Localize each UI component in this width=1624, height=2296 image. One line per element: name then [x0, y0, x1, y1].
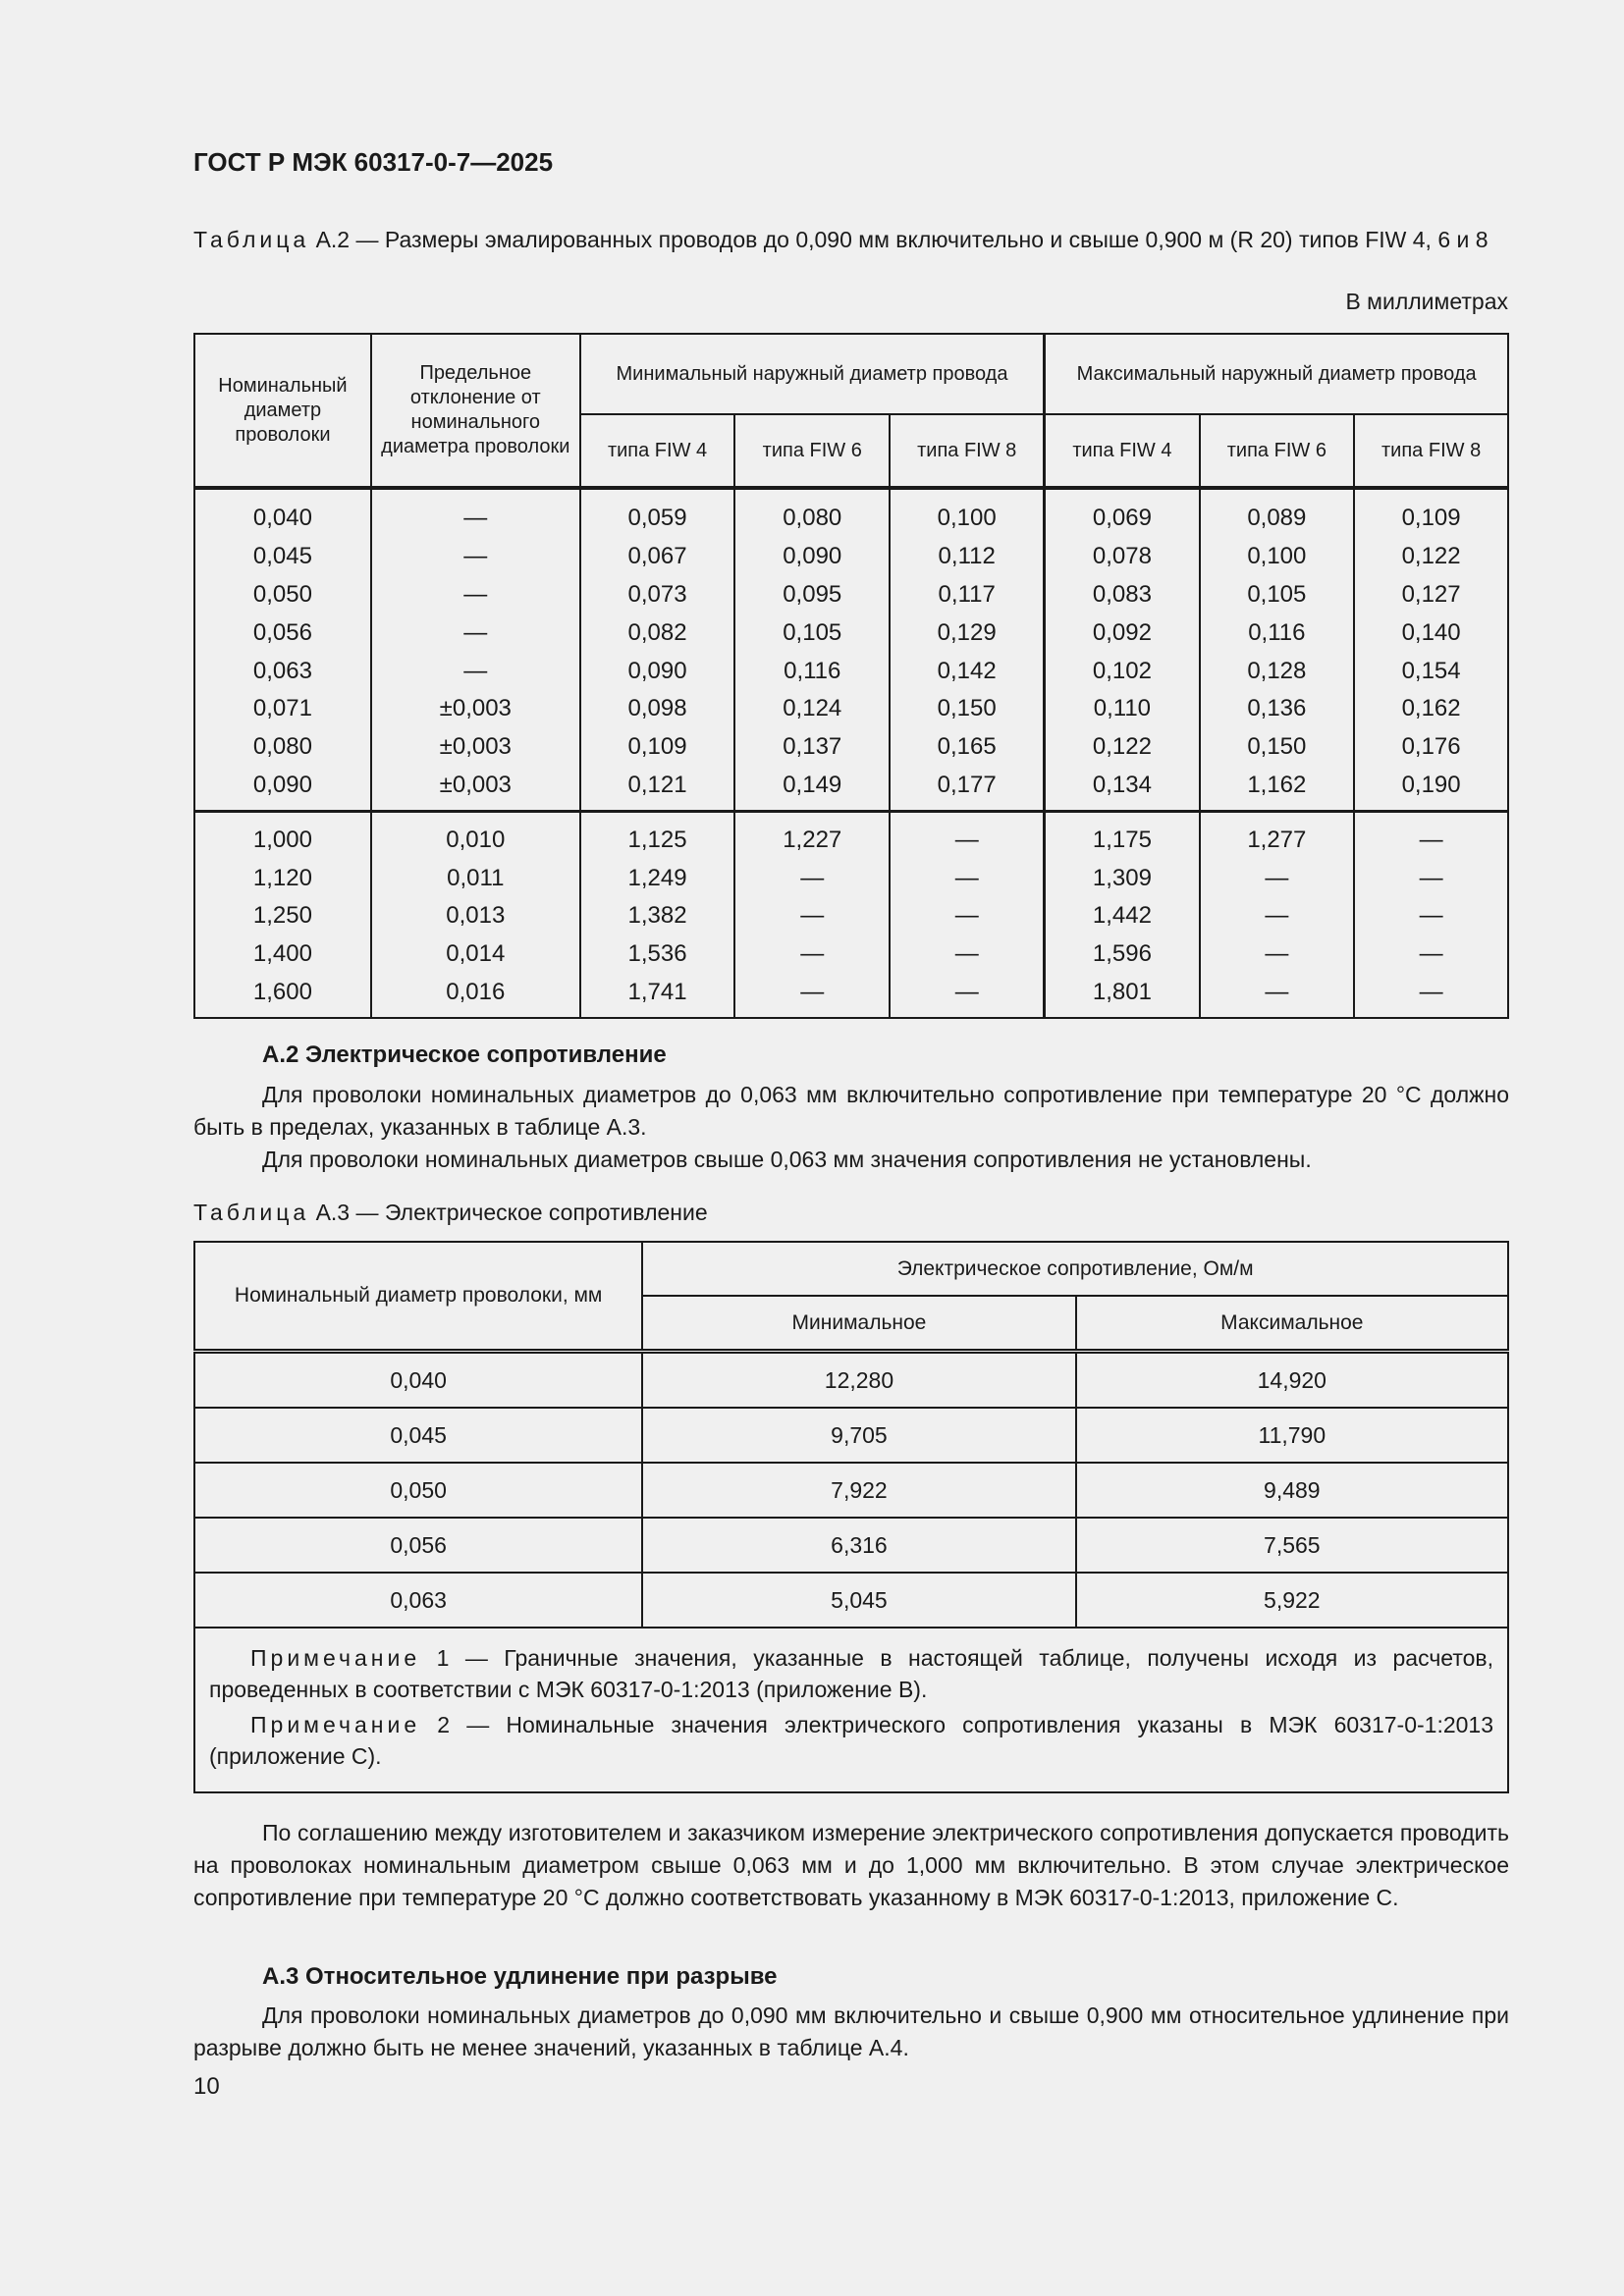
table-cell: 0,078 [1045, 538, 1200, 576]
table-cell: — [371, 576, 580, 614]
table-cell: 0,092 [1045, 614, 1200, 652]
table-cell: ±0,003 [371, 728, 580, 767]
table-cell: 0,177 [890, 767, 1045, 812]
table-row [194, 614, 1508, 652]
note-1-text: 1 — Граничные значения, указанные в настоящей таблице, получены исходя из расчетов, проведенных в соответствии с МЭК 60317-0-1:2013 (приложение В). [209, 1645, 1494, 1702]
header-max-resistance: Максимальное [1076, 1296, 1508, 1352]
table-cell: — [890, 859, 1045, 897]
table-cell: ±0,003 [371, 767, 580, 812]
table-cell: — [890, 974, 1045, 1019]
table-cell: 1,536 [580, 935, 735, 974]
table-cell: 6,316 [642, 1518, 1075, 1573]
page-number: 10 [193, 2073, 220, 2100]
table-cell: 0,010 [371, 812, 580, 859]
table-cell: — [1354, 974, 1508, 1019]
table-row [194, 859, 1508, 897]
table-cell: 1,162 [1200, 767, 1355, 812]
table-cell: 1,250 [194, 897, 371, 935]
table-cell: 0,150 [1200, 728, 1355, 767]
table-cell: 0,056 [194, 1518, 642, 1573]
table-cell: — [890, 935, 1045, 974]
table-row [194, 1518, 1508, 1573]
table-cell: 0,040 [194, 1352, 642, 1409]
section-a2-para2: Для проволоки номинальных диаметров свыше 0,063 мм значения сопротивления не установлены. [262, 1147, 1312, 1172]
table-cell: 1,801 [1045, 974, 1200, 1019]
table-cell: 1,125 [580, 812, 735, 859]
header-resistance: Электрическое сопротивление, Ом/м [642, 1242, 1508, 1296]
units-label: В миллиметрах [1345, 289, 1508, 314]
table-cell: 1,400 [194, 935, 371, 974]
table-a3 [193, 1241, 1509, 1793]
note-2-label: Примечание [250, 1712, 421, 1737]
table-cell: 1,000 [194, 812, 371, 859]
header-deviation: Предельное отклонение от номинального диаметра проволоки [371, 334, 580, 488]
table-cell: 0,116 [734, 652, 890, 690]
table-cell: — [1200, 897, 1355, 935]
table-row [194, 974, 1508, 1019]
table-cell: 0,128 [1200, 652, 1355, 690]
table-cell: 0,122 [1354, 538, 1508, 576]
table-cell: — [371, 538, 580, 576]
table-cell: 0,142 [890, 652, 1045, 690]
table-cell: 0,045 [194, 1408, 642, 1463]
table-cell: 1,741 [580, 974, 735, 1019]
table-cell: 0,117 [890, 576, 1045, 614]
table-cell: 0,040 [194, 488, 371, 538]
table-cell: — [890, 812, 1045, 859]
table-cell: 0,124 [734, 690, 890, 728]
table-cell: 0,137 [734, 728, 890, 767]
table-row [194, 1463, 1508, 1518]
table-cell: 0,050 [194, 576, 371, 614]
table-cell: 1,120 [194, 859, 371, 897]
table-cell: 9,489 [1076, 1463, 1508, 1518]
table-cell: 7,922 [642, 1463, 1075, 1518]
table-cell: 1,382 [580, 897, 735, 935]
table-cell: 0,016 [371, 974, 580, 1019]
table-cell: — [1354, 935, 1508, 974]
table-cell: 1,600 [194, 974, 371, 1019]
table-cell: 0,100 [890, 488, 1045, 538]
table-cell: 0,109 [1354, 488, 1508, 538]
table-cell: 0,073 [580, 576, 735, 614]
table-cell: 0,176 [1354, 728, 1508, 767]
table-cell: — [734, 859, 890, 897]
table-cell: 7,565 [1076, 1518, 1508, 1573]
table-cell: 1,175 [1045, 812, 1200, 859]
table-cell: 0,080 [194, 728, 371, 767]
caption-text: А.2 — Размеры эмалированных проводов до 0,090 мм включительно и свыше 0,900 м (R 20) типов FIW 4, 6 и 8 [315, 227, 1489, 252]
table-cell: 0,112 [890, 538, 1045, 576]
table-cell: 0,083 [1045, 576, 1200, 614]
table-cell: 0,165 [890, 728, 1045, 767]
table-cell: 11,790 [1076, 1408, 1508, 1463]
table-cell: — [734, 897, 890, 935]
header-min-outer-diameter: Минимальный наружный диаметр провода [580, 334, 1045, 414]
table-cell: 1,249 [580, 859, 735, 897]
table-cell: ±0,003 [371, 690, 580, 728]
section-a2-title: А.2 Электрическое сопротивление [262, 1041, 667, 1068]
table-a2-group-large [194, 812, 1508, 1018]
note-2-text: 2 — Номинальные значения электрического сопротивления указаны в МЭК 60317-0-1:2013 (приложение С). [209, 1712, 1494, 1769]
section-a3-para1: Для проволоки номинальных диаметров до 0,090 мм включительно и свыше 0,900 мм относительное удлинение при разрыве должно быть не менее значений, указанных в таблице А.4. [193, 2002, 1509, 2060]
table-cell: 0,109 [580, 728, 735, 767]
table-row [194, 897, 1508, 935]
table-cell: 12,280 [642, 1352, 1075, 1409]
table-row [194, 488, 1508, 538]
table-cell: — [371, 652, 580, 690]
table-row [194, 1408, 1508, 1463]
table-row [194, 767, 1508, 812]
table-cell: 0,080 [734, 488, 890, 538]
table-cell: 0,098 [580, 690, 735, 728]
table-cell: 0,089 [1200, 488, 1355, 538]
table-cell: 0,014 [371, 935, 580, 974]
table-cell: 0,090 [580, 652, 735, 690]
table-row [194, 690, 1508, 728]
header-max-fiw8: типа FIW 8 [1354, 414, 1508, 488]
note-1-label: Примечание [250, 1645, 421, 1671]
header-min-fiw4: типа FIW 4 [580, 414, 735, 488]
header-min-fiw8: типа FIW 8 [890, 414, 1045, 488]
table-cell: — [371, 488, 580, 538]
table-cell: 0,134 [1045, 767, 1200, 812]
table-cell: — [1200, 935, 1355, 974]
table-cell: 0,162 [1354, 690, 1508, 728]
table-row [194, 812, 1508, 859]
table-cell: 0,190 [1354, 767, 1508, 812]
table-cell: 0,071 [194, 690, 371, 728]
table-a3-body [194, 1352, 1508, 1629]
table-cell: — [1354, 897, 1508, 935]
table-row [194, 728, 1508, 767]
table-cell: — [1354, 859, 1508, 897]
table-cell: 0,050 [194, 1463, 642, 1518]
header-min-fiw6: типа FIW 6 [734, 414, 890, 488]
table-row [194, 538, 1508, 576]
document-header: ГОСТ Р МЭК 60317-0-7—2025 [193, 147, 554, 177]
table-cell: 1,442 [1045, 897, 1200, 935]
table-cell: 0,082 [580, 614, 735, 652]
table-cell: 0,102 [1045, 652, 1200, 690]
caption-text: А.3 — Электрическое сопротивление [315, 1200, 708, 1225]
table-cell: — [1200, 974, 1355, 1019]
table-cell: 0,063 [194, 1573, 642, 1628]
header-min-resistance: Минимальное [642, 1296, 1075, 1352]
table-cell: 0,150 [890, 690, 1045, 728]
table-a2-group-small [194, 488, 1508, 812]
table-row [194, 1352, 1508, 1409]
table-cell: 0,063 [194, 652, 371, 690]
table-a3-caption [193, 1197, 1509, 1228]
table-cell: 0,149 [734, 767, 890, 812]
table-cell: 1,277 [1200, 812, 1355, 859]
note-1 [209, 1642, 1493, 1705]
table-row [194, 576, 1508, 614]
table-cell: — [1354, 812, 1508, 859]
table-cell: 0,154 [1354, 652, 1508, 690]
table-cell: 0,100 [1200, 538, 1355, 576]
table-a3-notes [194, 1628, 1508, 1792]
table-cell: 1,596 [1045, 935, 1200, 974]
table-cell: 1,309 [1045, 859, 1200, 897]
table-cell: 0,095 [734, 576, 890, 614]
table-row [194, 935, 1508, 974]
note-2 [209, 1709, 1493, 1772]
table-cell: — [734, 974, 890, 1019]
table-cell: 0,056 [194, 614, 371, 652]
table-cell: 14,920 [1076, 1352, 1508, 1409]
table-cell: 0,121 [580, 767, 735, 812]
section-a2-para1: Для проволоки номинальных диаметров до 0,063 мм включительно сопротивление при температуре 20 °C должно быть в пределах, указанных в таблице А.3. [193, 1082, 1509, 1140]
table-a2 [193, 333, 1509, 1019]
section-a3-title: А.3 Относительное удлинение при разрыве [262, 1963, 778, 1990]
table-cell: 0,140 [1354, 614, 1508, 652]
caption-label: Таблица [193, 227, 310, 252]
table-cell: 0,059 [580, 488, 735, 538]
table-cell: — [371, 614, 580, 652]
table-cell: 0,136 [1200, 690, 1355, 728]
caption-label: Таблица [193, 1200, 310, 1225]
header-max-outer-diameter: Максимальный наружный диаметр провода [1045, 334, 1508, 414]
table-row [194, 1573, 1508, 1628]
table-cell: 9,705 [642, 1408, 1075, 1463]
table-cell: 0,090 [734, 538, 890, 576]
table-a2-caption [193, 224, 1509, 255]
header-max-fiw6: типа FIW 6 [1200, 414, 1355, 488]
table-cell: 0,105 [1200, 576, 1355, 614]
table-cell: 0,067 [580, 538, 735, 576]
table-cell: 1,227 [734, 812, 890, 859]
agreement-paragraph: По соглашению между изготовителем и заказчиком измерение электрического сопротивления допускается проводить на проволоках номинальным диаметром свыше 0,063 мм и до 1,000 мм включительно. В этом случае электрическое сопротивление при температуре 20 °C должно соответствовать указанному в МЭК 60317-0-1:2013, приложение С. [193, 1820, 1509, 1910]
table-cell: 0,116 [1200, 614, 1355, 652]
table-cell: 0,122 [1045, 728, 1200, 767]
table-cell: 5,045 [642, 1573, 1075, 1628]
table-row [194, 652, 1508, 690]
table-cell: 0,013 [371, 897, 580, 935]
table-cell: 5,922 [1076, 1573, 1508, 1628]
table-cell: 0,129 [890, 614, 1045, 652]
table-cell: 0,105 [734, 614, 890, 652]
header-nominal-diameter: Номинальный диаметр проволоки, мм [194, 1242, 642, 1352]
table-cell: 0,110 [1045, 690, 1200, 728]
table-cell: 0,090 [194, 767, 371, 812]
table-cell: 0,069 [1045, 488, 1200, 538]
table-cell: 0,011 [371, 859, 580, 897]
table-cell: 0,127 [1354, 576, 1508, 614]
header-max-fiw4: типа FIW 4 [1045, 414, 1200, 488]
table-cell: — [734, 935, 890, 974]
table-cell: 0,045 [194, 538, 371, 576]
table-cell: — [890, 897, 1045, 935]
header-nominal-diameter: Номинальный диаметр проволоки [194, 334, 371, 488]
table-cell: — [1200, 859, 1355, 897]
